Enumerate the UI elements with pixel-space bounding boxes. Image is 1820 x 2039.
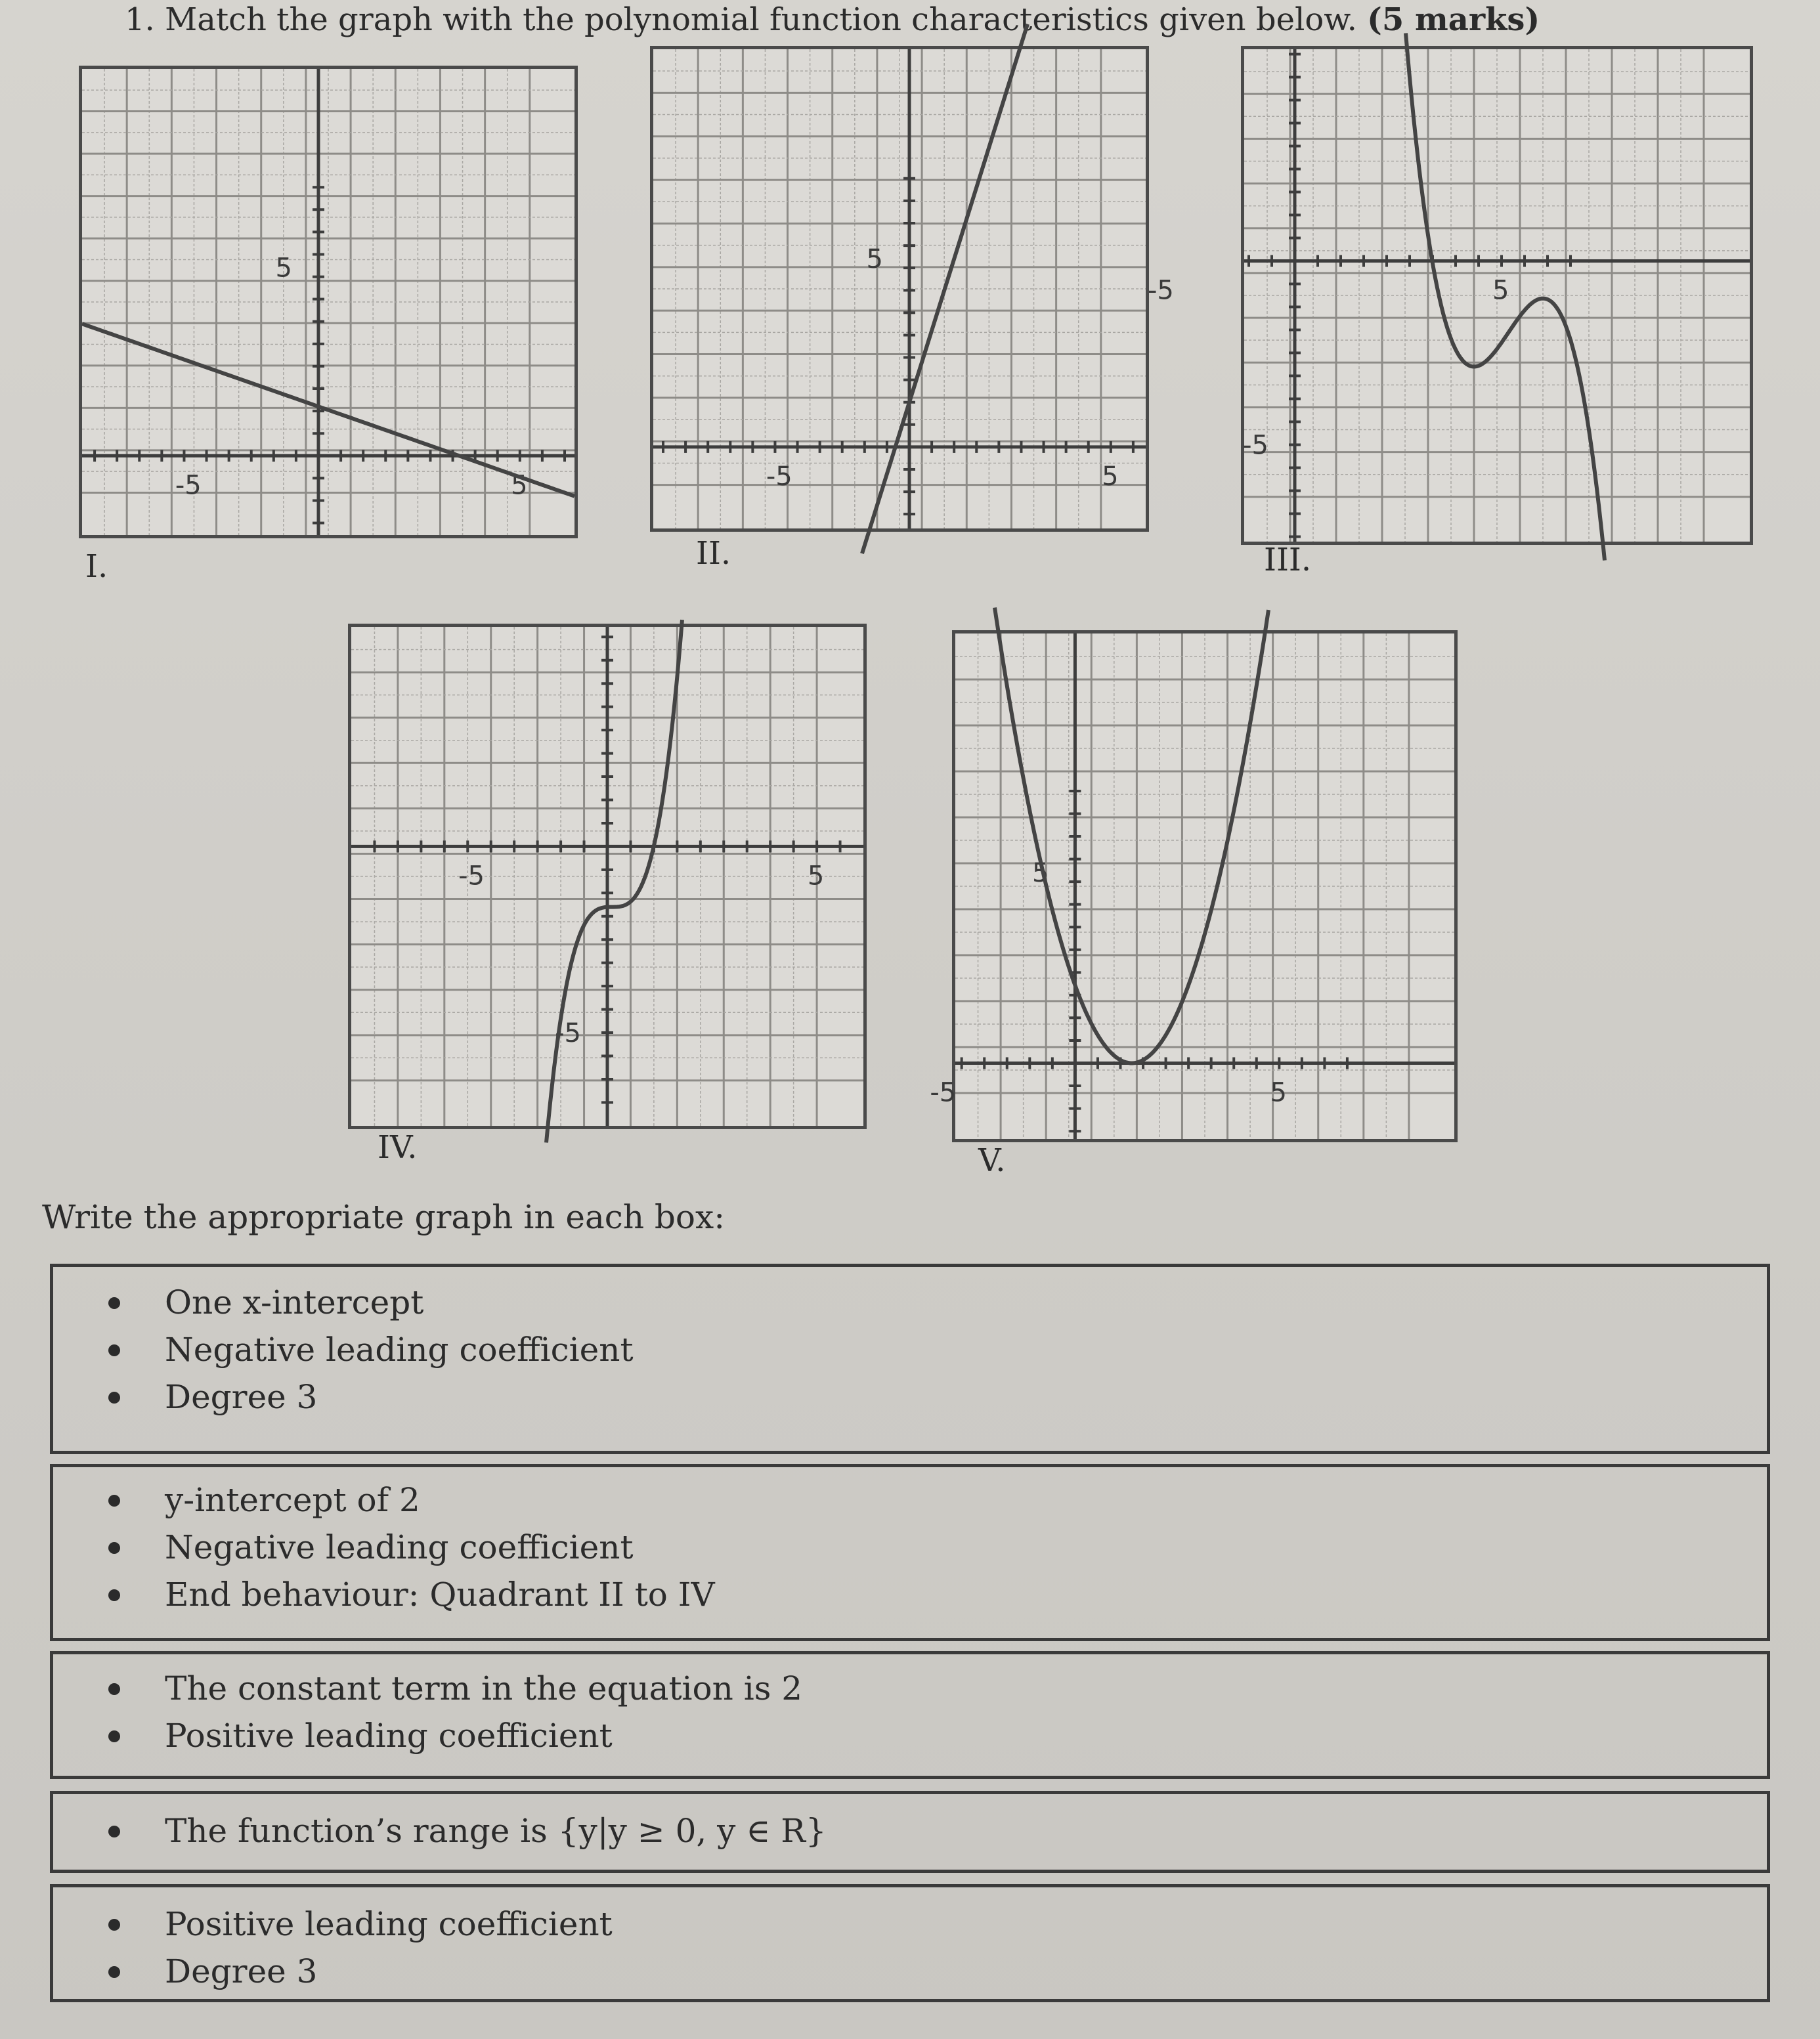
y-tick-label: 5	[1031, 858, 1049, 889]
x-tick-label-left: -5	[930, 1077, 957, 1108]
question-heading	[125, 0, 1806, 39]
box-2-item: End behaviour: Quadrant II to IV	[53, 1571, 1767, 1618]
x-tick-label-right: 5	[1492, 275, 1509, 306]
x-tick-label-left: -5	[175, 470, 202, 501]
box-1-item: One x-intercept	[53, 1279, 1767, 1326]
graph-svg	[653, 49, 1146, 528]
x-tick-label-right: 5	[1102, 461, 1119, 492]
answer-box-1[interactable]	[50, 1264, 1770, 1454]
graph-svg	[930, 633, 1454, 1139]
x-tick-label-right: 5	[1270, 1077, 1287, 1108]
y-tick-label: 5	[866, 244, 883, 275]
function-curve	[546, 620, 682, 1142]
graph-svg	[82, 69, 574, 535]
graph-ii-label: II.	[696, 535, 731, 572]
answer-box-4[interactable]	[50, 1791, 1770, 1873]
answer-box-3[interactable]	[50, 1651, 1770, 1779]
question-text: Match the graph with the polynomial function characteristics given below.	[165, 1, 1357, 38]
graph-v	[930, 630, 1458, 1142]
question-marks: (5 marks)	[1367, 1, 1540, 38]
box-4-item: The function’s range is {y|y ≥ 0, y ∈ R}	[53, 1807, 1767, 1855]
graph-iv	[348, 624, 867, 1129]
graph-iv-label: IV.	[378, 1129, 418, 1166]
box-2-item: y-intercept of 2	[53, 1476, 1767, 1524]
answer-box-5[interactable]	[50, 1884, 1770, 2002]
graph-iii-label: III.	[1264, 542, 1312, 578]
graph-svg	[1148, 49, 1750, 542]
x-tick-label-left: -5	[766, 461, 792, 492]
box-5-item: Degree 3	[53, 1948, 1767, 1995]
answer-box-2[interactable]	[50, 1464, 1770, 1641]
graph-svg	[351, 627, 863, 1126]
graph-iii	[1148, 46, 1753, 545]
box-2-item: Negative leading coefficient	[53, 1524, 1767, 1571]
graph-i	[79, 66, 578, 538]
box-1-item: Degree 3	[53, 1373, 1767, 1421]
box-1-item: Negative leading coefficient	[53, 1326, 1767, 1373]
box-5-item: Positive leading coefficient	[53, 1900, 1767, 1948]
x-tick-label-right: 5	[807, 861, 825, 891]
box-3-item: Positive leading coefficient	[53, 1712, 1767, 1759]
graph-v-label: V.	[978, 1142, 1006, 1179]
x-tick-label-left: -5	[458, 861, 485, 891]
graph-i-label: I.	[85, 548, 108, 585]
y-tick-label: -5	[555, 1018, 581, 1049]
instruction-text: Write the appropriate graph in each box:	[42, 1198, 726, 1236]
box-3-item: The constant term in the equation is 2	[53, 1665, 1767, 1712]
graph-ii	[650, 46, 1149, 532]
question-number: 1.	[125, 1, 155, 38]
y-tick-label: 5	[275, 253, 292, 284]
y-tick-label: -5	[1242, 430, 1268, 461]
x-tick-label-left: -5	[1148, 275, 1174, 306]
x-tick-label-right: 5	[511, 470, 528, 501]
